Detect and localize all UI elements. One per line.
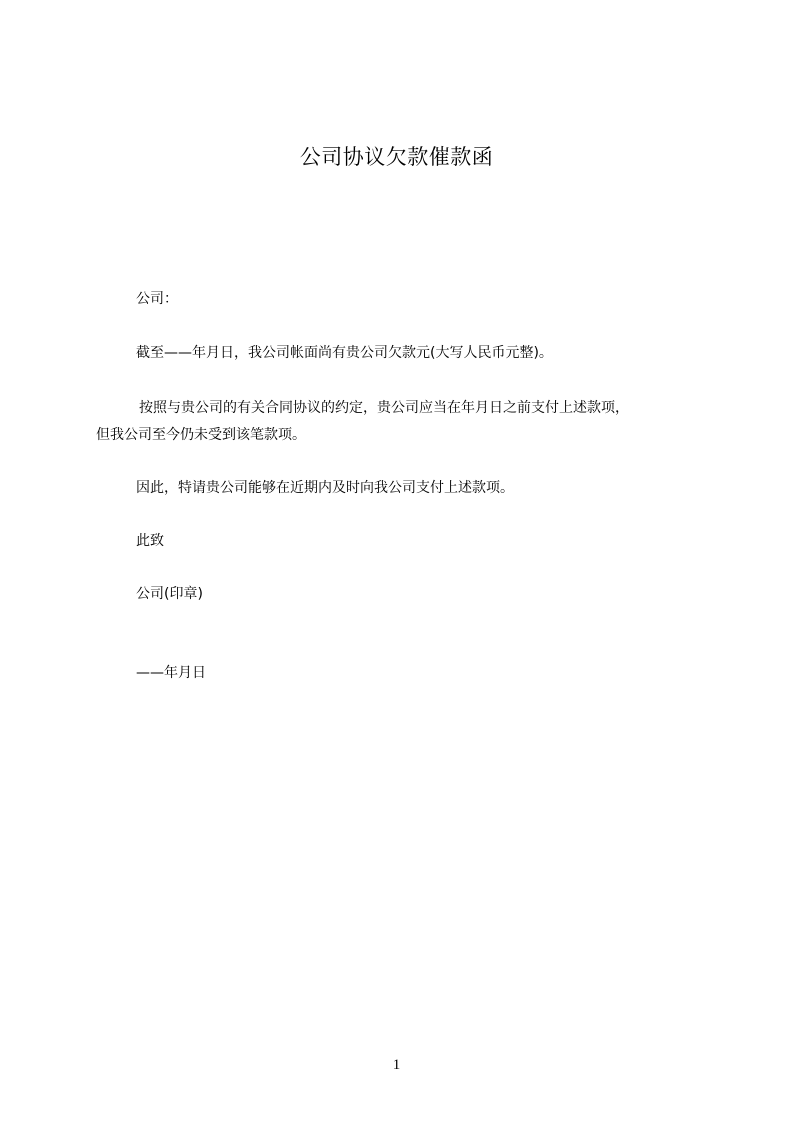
company-signature: 公司(印章) <box>136 586 203 602</box>
document-title: 公司协议欠款催款函 <box>299 145 494 169</box>
paragraph-agreement-line-2: 但我公司至今仍未受到该笔款项。 <box>96 427 306 443</box>
paragraph-payment-request: 因此，特请贵公司能够在近期内及时向我公司支付上述款项。 <box>136 480 514 496</box>
salutation: 公司： <box>136 291 178 307</box>
page-number: 1 <box>392 1057 401 1073</box>
paragraph-agreement-line-1: 按照与贵公司的有关合同协议的约定，贵公司应当在年月日之前支付上述款项， <box>139 400 629 416</box>
closing-phrase: 此致 <box>136 533 164 549</box>
paragraph-balance-statement: 截至——年月日，我公司帐面尚有贵公司欠款元(大写人民币元整)。 <box>136 345 553 361</box>
signature-date: ——年月日 <box>136 665 206 681</box>
